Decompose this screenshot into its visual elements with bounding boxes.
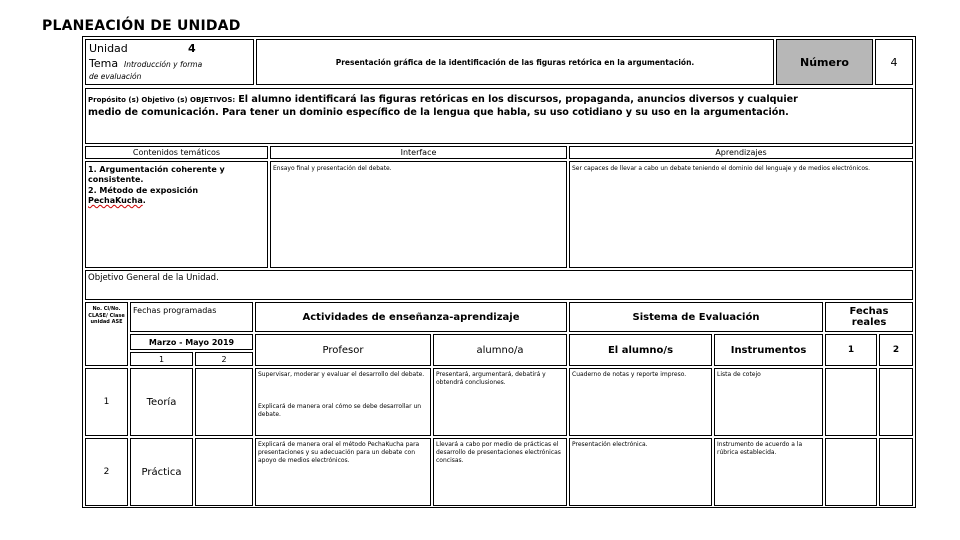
- aprendizajes-text: Ser capaces de llevar a cabo un debate teniendo el dominio del lenguaje y de medios electrónicos.: [572, 165, 871, 172]
- table-row-1-real-1: [825, 368, 877, 436]
- proposito-cell: [85, 88, 913, 144]
- aprendizajes-header: Aprendizajes: [569, 146, 913, 159]
- contenido-item-1-continued: consistente.: [88, 175, 144, 185]
- numero-label: Número: [800, 55, 849, 69]
- numero-value: 4: [890, 55, 898, 69]
- table-row-2-real-1: [825, 438, 877, 506]
- fecha-col-1: 1: [130, 352, 193, 366]
- unidad-cell: [85, 39, 254, 85]
- profesor-header: Profesor: [255, 334, 431, 366]
- proposito-text: El alumno identificará las figuras retóricas en los discursos, propaganda, anuncios diversos y cualquier: [238, 94, 798, 105]
- table-row-1-profesor: Supervisar, moderar y evaluar el desarrollo del debate. Explicará de manera oral cómo se debe desarrollar un debate.: [255, 368, 431, 436]
- presentation-text: Presentación gráfica de la identificación de las figuras retórica en la argumentación.: [335, 57, 695, 67]
- fecha-real-col-1: 1: [825, 334, 877, 366]
- page-title: PLANEACIÓN DE UNIDAD: [42, 18, 241, 34]
- instrumentos-header: Instrumentos: [714, 334, 823, 366]
- table-row-2-alumno: Llevará a cabo por medio de prácticas el desarrollo de presentaciones electrónicas concisas.: [433, 438, 567, 506]
- fecha-col-2: 2: [195, 352, 253, 366]
- interface-header: Interface: [270, 146, 567, 159]
- contenidos-header: Contenidos temáticos: [85, 146, 268, 159]
- date-range-cell: [130, 334, 253, 350]
- contenidos-cell: 1. Argumentación coherente y consistente. 2. Método de exposición PechaKucha.: [85, 161, 268, 268]
- table-row-1-fecha-2: [195, 368, 253, 436]
- tema-value: Introducción y forma: [124, 60, 203, 69]
- unidad-value: 4: [188, 42, 196, 55]
- interface-cell: [270, 161, 567, 268]
- actividades-header: Actividades de enseñanza-aprendizaje: [255, 302, 567, 332]
- objetivo-general-cell: [85, 270, 913, 300]
- table-row-2-fecha-2: [195, 438, 253, 506]
- table-row-2-tipo: Práctica: [130, 438, 193, 506]
- proposito-label: Propósito (s) Objetivo (s) OBJETIVOS:: [88, 96, 236, 104]
- objetivo-general-label: Objetivo General de la Unidad.: [88, 273, 219, 283]
- table-row-2-el-alumno: Presentación electrónica.: [569, 438, 712, 506]
- fechas-programadas-cell: [130, 302, 253, 332]
- no-clase-cell: [85, 302, 128, 366]
- numero-value-cell: [875, 39, 913, 85]
- table-row-2-num: 2: [85, 438, 128, 506]
- fechas-reales-header: Fechas reales: [825, 302, 913, 332]
- numero-label-cell: [776, 39, 873, 85]
- fechas-programadas-label: Fechas programadas: [133, 306, 217, 315]
- tema-label: Tema: [89, 57, 119, 70]
- fecha-real-col-2: 2: [879, 334, 913, 366]
- table-row-2-instrumentos: Instrumento de acuerdo a la rúbrica establecida.: [714, 438, 823, 506]
- contenido-item-1: 1. Argumentación coherente y: [88, 165, 225, 174]
- interface-text: Ensayo final y presentación del debate.: [273, 165, 392, 172]
- unidad-label: Unidad: [89, 42, 128, 55]
- table-row-2-real-2: [879, 438, 913, 506]
- proposito-text-continued: medio de comunicación. Para tener un dominio específico de la lengua que habla, su uso cotidiano y su uso en la argumentación.: [88, 107, 789, 118]
- tema-value-continued: de evaluación: [89, 72, 142, 81]
- presentation-cell: [256, 39, 774, 85]
- table-row-1-num: 1: [85, 368, 128, 436]
- alumno-header: alumno/a: [433, 334, 567, 366]
- aprendizajes-cell: [569, 161, 913, 268]
- el-alumno-header: El alumno/s: [569, 334, 712, 366]
- table-row-2-profesor: Explicará de manera oral el método PechaKucha para presentaciones y su adecuación para un debate con apoyo de medios electrónicos.: [255, 438, 431, 506]
- no-clase-label: No. Cl/No. CLASE/ Clase unidad ASE: [88, 306, 125, 325]
- table-row-1-real-2: [879, 368, 913, 436]
- contenido-item-2-term: PechaKucha: [88, 196, 143, 206]
- sistema-evaluacion-header: Sistema de Evaluación: [569, 302, 823, 332]
- table-row-1-instrumentos: Lista de cotejo: [714, 368, 823, 436]
- table-row-1-tipo: Teoría: [130, 368, 193, 436]
- contenido-item-2: 2. Método de exposición: [88, 185, 199, 195]
- table-row-1-el-alumno: Cuaderno de notas y reporte impreso.: [569, 368, 712, 436]
- date-range: Marzo - Mayo 2019: [148, 337, 235, 347]
- table-row-1-alumno: Presentará, argumentará, debatirá y obtendrá conclusiones.: [433, 368, 567, 436]
